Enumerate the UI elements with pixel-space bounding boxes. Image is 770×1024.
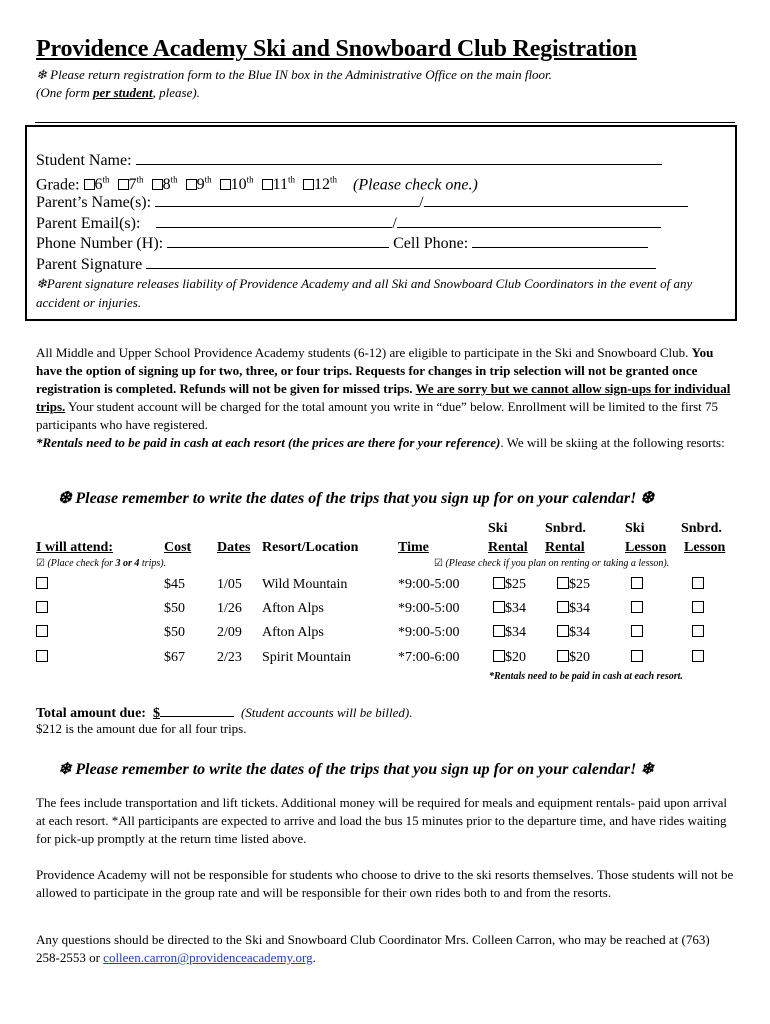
checkbox[interactable] (36, 601, 48, 613)
ski-rental-option[interactable]: $34 (493, 625, 526, 641)
trip-date: 1/26 (217, 601, 242, 616)
grade-checkbox[interactable] (262, 179, 273, 190)
grade-option[interactable]: 8th (152, 176, 178, 193)
one-form-note: (One form per student, please). (36, 85, 200, 100)
trip-cost: $45 (164, 577, 185, 592)
grade-option[interactable]: 10th (220, 176, 254, 193)
trip-date: 1/05 (217, 577, 242, 592)
checkbox[interactable] (692, 650, 704, 662)
grade-option[interactable]: 7th (118, 176, 144, 193)
grade-checkbox[interactable] (84, 179, 95, 190)
checkbox[interactable] (493, 625, 505, 637)
divider (35, 122, 735, 123)
ski-lesson-checkbox[interactable] (631, 650, 643, 666)
snowflake-icon: ❄ (640, 761, 654, 778)
attend-checkbox[interactable] (36, 650, 48, 666)
ski-rental-option[interactable]: $25 (493, 577, 526, 593)
trip-time: *9:00-5:00 (398, 625, 460, 640)
checkbox[interactable] (493, 650, 505, 662)
ski-lesson-checkbox[interactable] (631, 601, 643, 617)
snbrd-lesson-header-top: Snbrd. (681, 521, 722, 536)
trip-time: *9:00-5:00 (398, 601, 460, 616)
ski-lesson-checkbox[interactable] (631, 577, 643, 593)
checkbox[interactable] (36, 650, 48, 662)
dates-header: Dates (217, 540, 251, 555)
cost-header: Cost (164, 540, 192, 555)
checkbox[interactable] (631, 601, 643, 613)
snbrd-rental-option[interactable]: $20 (557, 650, 590, 666)
grade-option[interactable]: 12th (303, 176, 337, 193)
trip-cost: $67 (164, 650, 185, 665)
checkbox[interactable] (692, 577, 704, 589)
trip-resort: Spirit Mountain (262, 650, 352, 665)
responsibility-paragraph: Providence Academy will not be responsible for students who choose to drive to the ski resorts themselves. Those students will not be allowed to participate in the group rate and will be responsible for their own rides both to and from the resorts. (36, 867, 734, 900)
liability-note: ❄Parent signature releases liability of Providence Academy and all Ski and Snowboard Club Coordinators in the event of any accident or injuries. (36, 276, 693, 310)
checkbox[interactable] (493, 577, 505, 589)
snbrd-rental-header: Rental (545, 540, 585, 555)
grade-checkbox[interactable] (118, 179, 129, 190)
parent-names-row: Parent’s Name(s): / (36, 191, 688, 213)
all-four-note: $212 is the amount due for all four trips. (36, 721, 247, 736)
snbrd-rental-option[interactable]: $34 (557, 601, 590, 617)
checkbox[interactable] (692, 625, 704, 637)
attend-checkbox[interactable] (36, 601, 48, 617)
parent-name-field-1[interactable] (155, 191, 419, 207)
total-amount-field[interactable] (160, 703, 234, 717)
snbrd-lesson-checkbox[interactable] (692, 625, 704, 641)
trip-resort: Afton Alps (262, 625, 324, 640)
time-header: Time (398, 540, 429, 555)
grade-checkbox[interactable] (186, 179, 197, 190)
snowflake-icon: ❄ (36, 67, 47, 82)
parent-email-field-1[interactable] (156, 212, 392, 228)
trip-resort: Afton Alps (262, 601, 324, 616)
calendar-reminder: ❆ Please remember to write the dates of the trips that you sign up for on your calendar! ❆ (58, 490, 654, 507)
snowflake-icon: ❄ (36, 276, 47, 291)
attend-note: ☑ (Place check for 3 or 4 trips). (36, 558, 167, 569)
return-note: ❄ Please return registration form to the Blue IN box in the Administrative Office on the main floor. (36, 67, 552, 82)
rental-footnote: *Rentals need to be paid in cash at each resort. (489, 671, 683, 682)
checkbox[interactable] (557, 577, 569, 589)
snbrd-rental-option[interactable]: $34 (557, 625, 590, 641)
intro-paragraph: All Middle and Upper School Providence Academy students (6-12) are eligible to participate in the Ski and Snowboard Club. You have the option of signing up for two, three, or four trips. Requests for changes in trip selection will not be granted once registration is completed. Refunds will not be given for missed trips. We are sorry but we cannot allow sign-ups for individual trips. Your student account will be charged for the total amount you write in “due” below. Enrollment will be limited to the first 75 participants who have registered. *Rentals need to be paid in cash at each resort (the prices are there for your reference). We will be skiing at the following resorts: (36, 345, 731, 450)
rent-note: ☑ (Please check if you plan on renting or taking a lesson). (434, 558, 670, 569)
ski-rental-header: Rental (488, 540, 528, 555)
snbrd-lesson-checkbox[interactable] (692, 577, 704, 593)
checkbox[interactable] (36, 625, 48, 637)
grade-checkbox[interactable] (152, 179, 163, 190)
signature-row: Parent Signature (36, 253, 656, 275)
snbrd-lesson-header: Lesson (684, 540, 726, 555)
ski-lesson-checkbox[interactable] (631, 625, 643, 641)
ski-rental-option[interactable]: $34 (493, 601, 526, 617)
checkbox[interactable] (631, 650, 643, 662)
grade-option[interactable]: 6th (84, 176, 110, 193)
page-title: Providence Academy Ski and Snowboard Club Registration (36, 36, 637, 62)
grade-checkbox[interactable] (303, 179, 314, 190)
parent-name-field-2[interactable] (424, 191, 688, 207)
grade-option[interactable]: 11th (262, 176, 295, 193)
trip-date: 2/09 (217, 625, 242, 640)
parent-signature-field[interactable] (146, 253, 656, 269)
checkbox[interactable] (557, 650, 569, 662)
snowflake-icon: ❆ (58, 490, 72, 507)
grade-hint: (Please check one.) (353, 176, 478, 194)
snowflake-icon: ❆ (640, 490, 654, 507)
checkbox[interactable] (493, 601, 505, 613)
ski-lesson-header: Lesson (625, 540, 667, 555)
home-phone-field[interactable] (167, 232, 389, 248)
calendar-reminder-2: ❄ Please remember to write the dates of the trips that you sign up for on your calendar! ❄ (58, 761, 654, 778)
parent-email-field-2[interactable] (397, 212, 661, 228)
checkbox[interactable] (36, 577, 48, 589)
fees-paragraph: The fees include transportation and lift tickets. Additional money will be required for meals and equipment rentals- paid upon arrival at each resort. *All participants are expected to arrive and load the bus 15 minutes prior to the departure time, and have rides waiting for pick-up promptly at the return time listed above. (36, 795, 727, 846)
trip-cost: $50 (164, 625, 185, 640)
snbrd-rental-header-top: Snbrd. (545, 521, 586, 536)
grade-checkbox[interactable] (220, 179, 231, 190)
attend-checkbox[interactable] (36, 625, 48, 641)
checkbox[interactable] (631, 625, 643, 637)
cell-phone-field[interactable] (472, 232, 648, 248)
grade-option[interactable]: 9th (186, 176, 212, 193)
snbrd-lesson-checkbox[interactable] (692, 650, 704, 666)
checkbox[interactable] (631, 577, 643, 589)
ski-lesson-header-top: Ski (625, 521, 645, 536)
trip-date: 2/23 (217, 650, 242, 665)
coordinator-email-link[interactable]: colleen.carron@providenceacademy.org (103, 950, 313, 965)
ski-rental-header-top: Ski (488, 521, 508, 536)
checkbox[interactable] (557, 601, 569, 613)
checkbox[interactable] (692, 601, 704, 613)
snbrd-lesson-checkbox[interactable] (692, 601, 704, 617)
trip-resort: Wild Mountain (262, 577, 348, 592)
phone-row: Phone Number (H): Cell Phone: (36, 232, 648, 254)
checkbox[interactable] (557, 625, 569, 637)
trip-time: *9:00-5:00 (398, 577, 460, 592)
grade-row: Grade: 6th 7th 8th 9th 10th 11th 12th (Please check one.) (36, 175, 478, 194)
student-name-row: Student Name: (36, 149, 662, 171)
resort-header: Resort/Location (262, 540, 359, 555)
ski-rental-option[interactable]: $20 (493, 650, 526, 666)
total-row: Total amount due: $ (Student accounts will be billed). (36, 705, 413, 721)
parent-emails-row: Parent Email(s): / (36, 212, 661, 234)
trip-time: *7:00-6:00 (398, 650, 460, 665)
snowflake-icon: ❄ (58, 761, 72, 778)
attend-checkbox[interactable] (36, 577, 48, 593)
contact-paragraph: Any questions should be directed to the Ski and Snowboard Club Coordinator Mrs. Colleen Carron, who may be reached at (763) 258-2553 or colleen.carron@providenceacademy.org. (36, 932, 710, 965)
attend-header: I will attend: (36, 540, 113, 555)
student-name-field[interactable] (136, 149, 662, 165)
snbrd-rental-option[interactable]: $25 (557, 577, 590, 593)
trip-cost: $50 (164, 601, 185, 616)
